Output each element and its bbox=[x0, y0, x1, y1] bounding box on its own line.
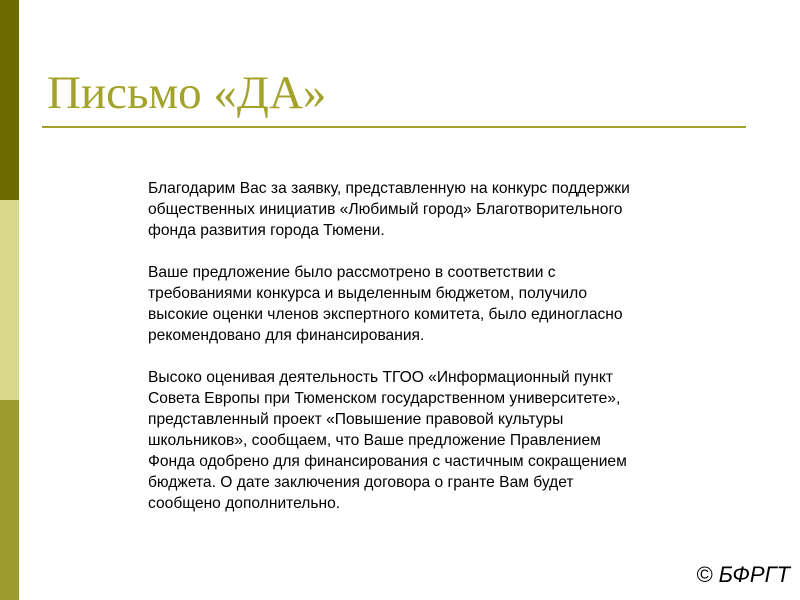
letter-line: Высоко оценивая деятельность ТГОО «Информационный пункт bbox=[148, 369, 614, 386]
letter-line: Фонда одобрено для финансирования с частичным сокращением bbox=[148, 453, 627, 470]
copyright-notice: © БФРГТ bbox=[696, 562, 790, 587]
left-band-medium bbox=[0, 400, 19, 600]
letter-line: высокие оценки членов экспертного комитета, было единогласно bbox=[148, 306, 623, 323]
letter-paragraph-review bbox=[148, 262, 748, 346]
letter-line: фонда развития города Тюмени. bbox=[148, 222, 385, 239]
letter-line: сообщено дополнительно. bbox=[148, 495, 341, 512]
letter-line: Совета Европы при Тюменском государственном университете», bbox=[148, 390, 621, 407]
letter-line: представленный проект «Повышение правовой культуры bbox=[148, 411, 564, 428]
letter-line: общественных инициатив «Любимый город» Благотворительного bbox=[148, 201, 623, 218]
letter-line: требованиями конкурса и выделенным бюджетом, получило bbox=[148, 285, 588, 302]
left-band-dark bbox=[0, 0, 19, 200]
letter-line: Благодарим Вас за заявку, представленную на конкурс поддержки bbox=[148, 180, 630, 197]
letter-line: Ваше предложение было рассмотрено в соответствии с bbox=[148, 264, 556, 281]
letter-paragraph-decision bbox=[148, 367, 748, 514]
slide-title: Письмо «ДА» bbox=[47, 67, 327, 119]
title-underline bbox=[42, 126, 746, 128]
letter-line: рекомендовано для финансирования. bbox=[148, 327, 425, 344]
letter-line: бюджета. О дате заключения договора о гранте Вам будет bbox=[148, 474, 574, 491]
letter-paragraph-thanks bbox=[148, 178, 748, 241]
letter-body bbox=[148, 178, 748, 514]
letter-line: школьников», сообщаем, что Ваше предложение Правлением bbox=[148, 432, 601, 449]
left-band-light bbox=[0, 200, 19, 400]
